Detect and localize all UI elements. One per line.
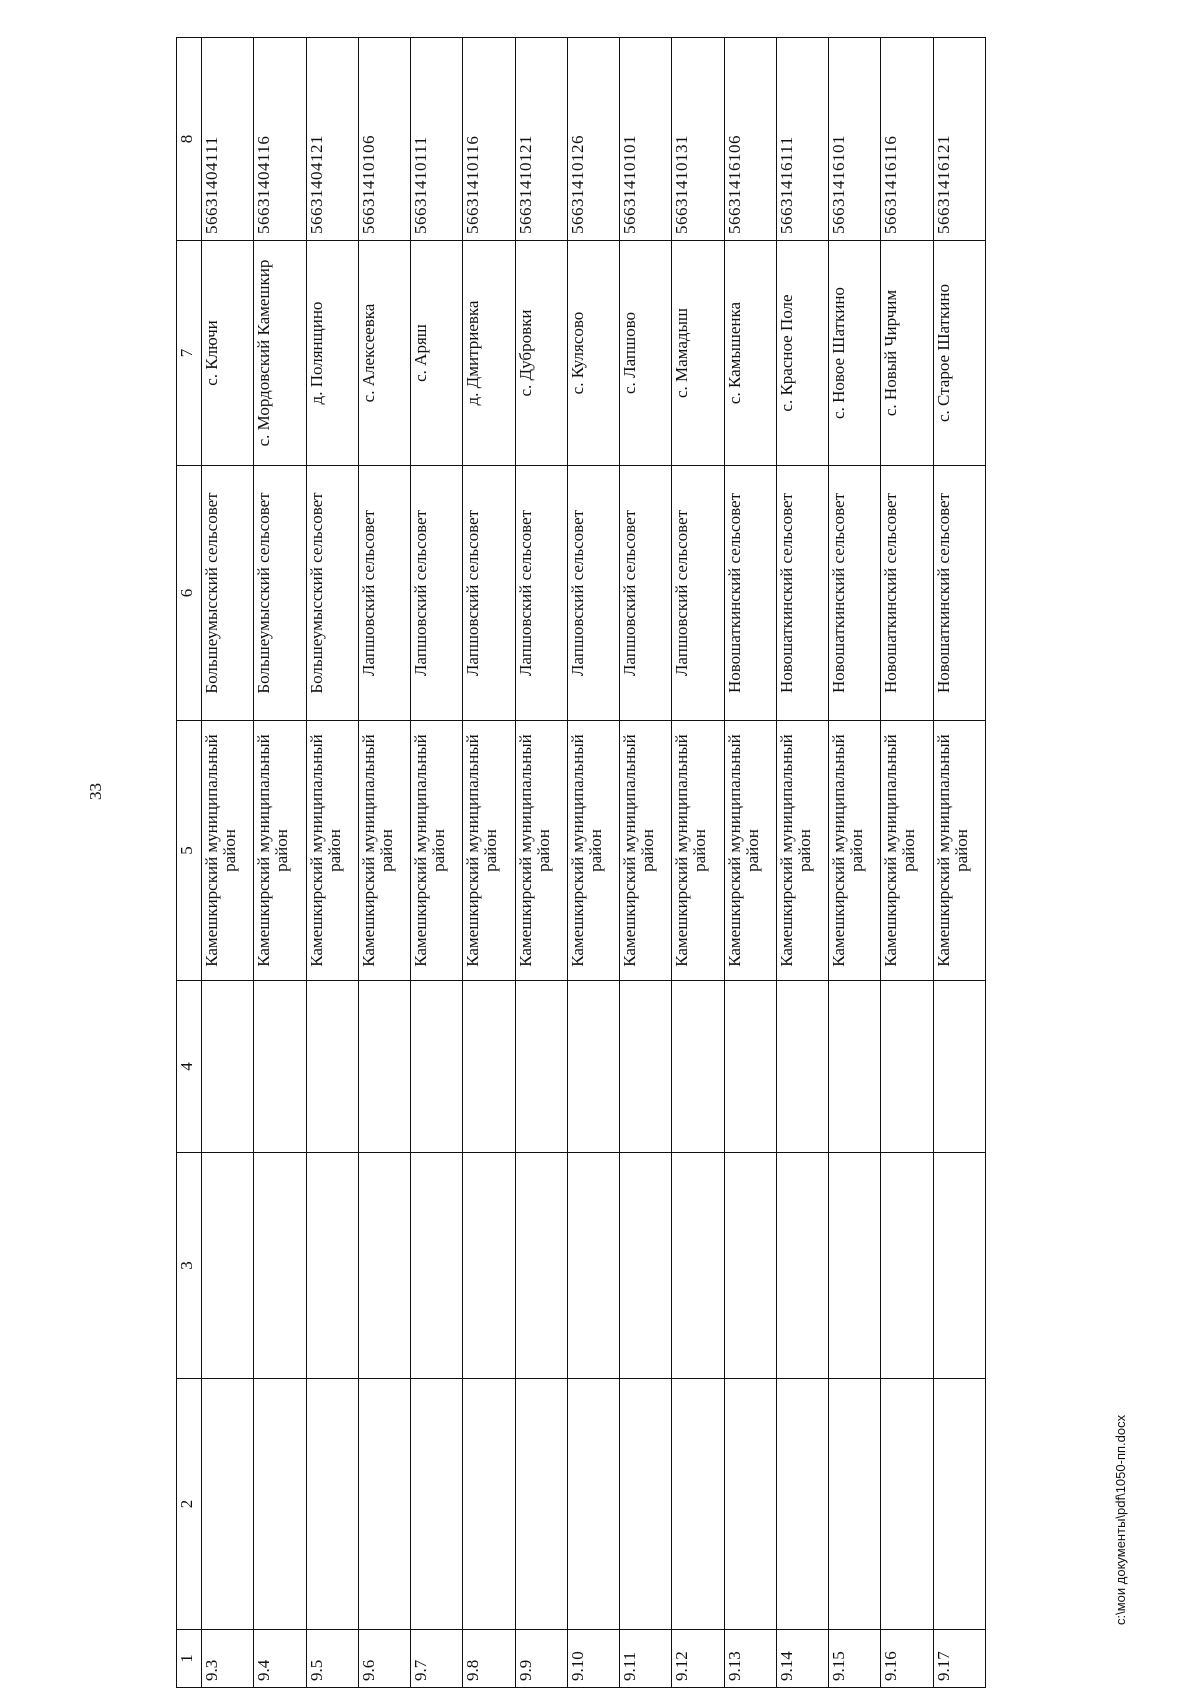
- data-table: [176, 37, 986, 1688]
- table-cell: [776, 1153, 828, 1379]
- table-cell: [306, 1153, 358, 1379]
- table-cell: [933, 981, 985, 1153]
- column-header: 4: [177, 981, 202, 1153]
- district-cell: Камешкирский муниципальный район: [254, 721, 306, 981]
- code-cell: 56631410131: [672, 38, 724, 241]
- table-cell: [620, 981, 672, 1153]
- district-cell: Камешкирский муниципальный район: [411, 721, 463, 981]
- district-cell: Камешкирский муниципальный район: [776, 721, 828, 981]
- table-row: [724, 38, 776, 1688]
- locality-cell: с. Камышенка: [724, 241, 776, 466]
- locality-cell: д. Полянщино: [306, 241, 358, 466]
- district-cell: Камешкирский муниципальный район: [829, 721, 881, 981]
- row-number-cell: 9.14: [776, 1630, 828, 1688]
- district-cell: Камешкирский муниципальный район: [672, 721, 724, 981]
- code-cell: 56631416106: [724, 38, 776, 241]
- code-cell: 56631410101: [620, 38, 672, 241]
- table-row: [620, 38, 672, 1688]
- table-cell: [881, 981, 933, 1153]
- table-cell: [724, 981, 776, 1153]
- table-cell: [411, 1153, 463, 1379]
- locality-cell: с. Алексеевка: [358, 241, 410, 466]
- table-cell: [254, 981, 306, 1153]
- table-row: [672, 38, 724, 1688]
- page-number: 33: [86, 783, 105, 800]
- column-header: 5: [177, 721, 202, 981]
- table-row: [567, 38, 619, 1688]
- code-cell: 56631404116: [254, 38, 306, 241]
- district-cell: Камешкирский муниципальный район: [463, 721, 515, 981]
- footer-file-path: c:\мои документы\pdf\1050-пп.docx: [1113, 1414, 1128, 1625]
- row-number-cell: 9.10: [567, 1630, 619, 1688]
- table-cell: [933, 1153, 985, 1379]
- table-container: [176, 38, 986, 1688]
- table-cell: [724, 1379, 776, 1630]
- district-cell: Камешкирский муниципальный район: [358, 721, 410, 981]
- table-row: [306, 38, 358, 1688]
- code-cell: 56631416121: [933, 38, 985, 241]
- row-number-cell: 9.7: [411, 1630, 463, 1688]
- row-number-cell: 9.3: [202, 1630, 254, 1688]
- table-cell: [881, 1379, 933, 1630]
- code-cell: 56631410121: [515, 38, 567, 241]
- table-row: [463, 38, 515, 1688]
- row-number-cell: 9.16: [881, 1630, 933, 1688]
- district-cell: Камешкирский муниципальный район: [306, 721, 358, 981]
- table-row: [881, 38, 933, 1688]
- district-cell: Камешкирский муниципальный район: [933, 721, 985, 981]
- table-cell: [515, 1379, 567, 1630]
- header-row: [177, 38, 202, 1688]
- table-cell: [567, 1379, 619, 1630]
- table-cell: [567, 981, 619, 1153]
- table-cell: [411, 1379, 463, 1630]
- table-cell: [776, 981, 828, 1153]
- column-header: 6: [177, 466, 202, 721]
- table-cell: [567, 1153, 619, 1379]
- council-cell: Лапшовский сельсовет: [463, 466, 515, 721]
- table-cell: [881, 1153, 933, 1379]
- table-cell: [202, 981, 254, 1153]
- council-cell: Новошаткинский сельсовет: [829, 466, 881, 721]
- table-cell: [829, 981, 881, 1153]
- table-cell: [933, 1379, 985, 1630]
- row-number-cell: 9.9: [515, 1630, 567, 1688]
- locality-cell: с. Лапшово: [620, 241, 672, 466]
- table-row: [358, 38, 410, 1688]
- council-cell: Новошаткинский сельсовет: [933, 466, 985, 721]
- table-cell: [724, 1153, 776, 1379]
- council-cell: Лапшовский сельсовет: [567, 466, 619, 721]
- table-cell: [515, 1153, 567, 1379]
- council-cell: Лапшовский сельсовет: [358, 466, 410, 721]
- table-cell: [411, 981, 463, 1153]
- locality-cell: с. Мамадыш: [672, 241, 724, 466]
- table-row: [202, 38, 254, 1688]
- council-cell: Новошаткинский сельсовет: [724, 466, 776, 721]
- council-cell: Большеумысский сельсовет: [254, 466, 306, 721]
- table-row: [411, 38, 463, 1688]
- table-cell: [829, 1379, 881, 1630]
- table-cell: [672, 981, 724, 1153]
- code-cell: 56631410126: [567, 38, 619, 241]
- locality-cell: с. Новое Шаткино: [829, 241, 881, 466]
- table-cell: [306, 1379, 358, 1630]
- row-number-cell: 9.5: [306, 1630, 358, 1688]
- council-cell: Новошаткинский сельсовет: [881, 466, 933, 721]
- council-cell: Большеумысский сельсовет: [306, 466, 358, 721]
- locality-cell: с. Дубровки: [515, 241, 567, 466]
- code-cell: 56631416111: [776, 38, 828, 241]
- table-cell: [829, 1153, 881, 1379]
- locality-cell: с. Красное Поле: [776, 241, 828, 466]
- district-cell: Камешкирский муниципальный район: [881, 721, 933, 981]
- row-number-cell: 9.13: [724, 1630, 776, 1688]
- table-cell: [202, 1153, 254, 1379]
- row-number-cell: 9.6: [358, 1630, 410, 1688]
- council-cell: Новошаткинский сельсовет: [776, 466, 828, 721]
- column-header: 3: [177, 1153, 202, 1379]
- table-cell: [358, 1379, 410, 1630]
- locality-cell: с. Кулясово: [567, 241, 619, 466]
- table-cell: [463, 981, 515, 1153]
- code-cell: 56631410111: [411, 38, 463, 241]
- table-cell: [672, 1153, 724, 1379]
- table-cell: [202, 1379, 254, 1630]
- table-cell: [776, 1379, 828, 1630]
- council-cell: Большеумысский сельсовет: [202, 466, 254, 721]
- council-cell: Лапшовский сельсовет: [672, 466, 724, 721]
- district-cell: Камешкирский муниципальный район: [620, 721, 672, 981]
- table-cell: [306, 981, 358, 1153]
- table-cell: [254, 1153, 306, 1379]
- code-cell: 56631410106: [358, 38, 410, 241]
- column-header: 8: [177, 38, 202, 241]
- district-cell: Камешкирский муниципальный район: [515, 721, 567, 981]
- table-row: [515, 38, 567, 1688]
- district-cell: Камешкирский муниципальный район: [202, 721, 254, 981]
- code-cell: 56631416116: [881, 38, 933, 241]
- table-cell: [463, 1379, 515, 1630]
- row-number-cell: 9.11: [620, 1630, 672, 1688]
- locality-cell: с. Ключи: [202, 241, 254, 466]
- table-cell: [620, 1153, 672, 1379]
- code-cell: 56631416101: [829, 38, 881, 241]
- council-cell: Лапшовский сельсовет: [620, 466, 672, 721]
- locality-cell: с. Старое Шаткино: [933, 241, 985, 466]
- row-number-cell: 9.17: [933, 1630, 985, 1688]
- row-number-cell: 9.15: [829, 1630, 881, 1688]
- locality-cell: с. Новый Чирчим: [881, 241, 933, 466]
- table-row: [933, 38, 985, 1688]
- council-cell: Лапшовский сельсовет: [515, 466, 567, 721]
- table-cell: [358, 1153, 410, 1379]
- column-header: 1: [177, 1630, 202, 1688]
- table-cell: [254, 1379, 306, 1630]
- table-row: [776, 38, 828, 1688]
- table-cell: [672, 1379, 724, 1630]
- code-cell: 56631410116: [463, 38, 515, 241]
- district-cell: Камешкирский муниципальный район: [567, 721, 619, 981]
- locality-cell: с. Аряш: [411, 241, 463, 466]
- table-body: [202, 38, 986, 1688]
- table-cell: [358, 981, 410, 1153]
- row-number-cell: 9.12: [672, 1630, 724, 1688]
- locality-cell: с. Мордовский Камешкир: [254, 241, 306, 466]
- table-cell: [515, 981, 567, 1153]
- district-cell: Камешкирский муниципальный район: [724, 721, 776, 981]
- column-header: 2: [177, 1379, 202, 1630]
- column-header: 7: [177, 241, 202, 466]
- code-cell: 56631404111: [202, 38, 254, 241]
- council-cell: Лапшовский сельсовет: [411, 466, 463, 721]
- row-number-cell: 9.8: [463, 1630, 515, 1688]
- code-cell: 56631404121: [306, 38, 358, 241]
- table-cell: [463, 1153, 515, 1379]
- table-cell: [620, 1379, 672, 1630]
- table-row: [829, 38, 881, 1688]
- locality-cell: д. Дмитриевка: [463, 241, 515, 466]
- table-row: [254, 38, 306, 1688]
- row-number-cell: 9.4: [254, 1630, 306, 1688]
